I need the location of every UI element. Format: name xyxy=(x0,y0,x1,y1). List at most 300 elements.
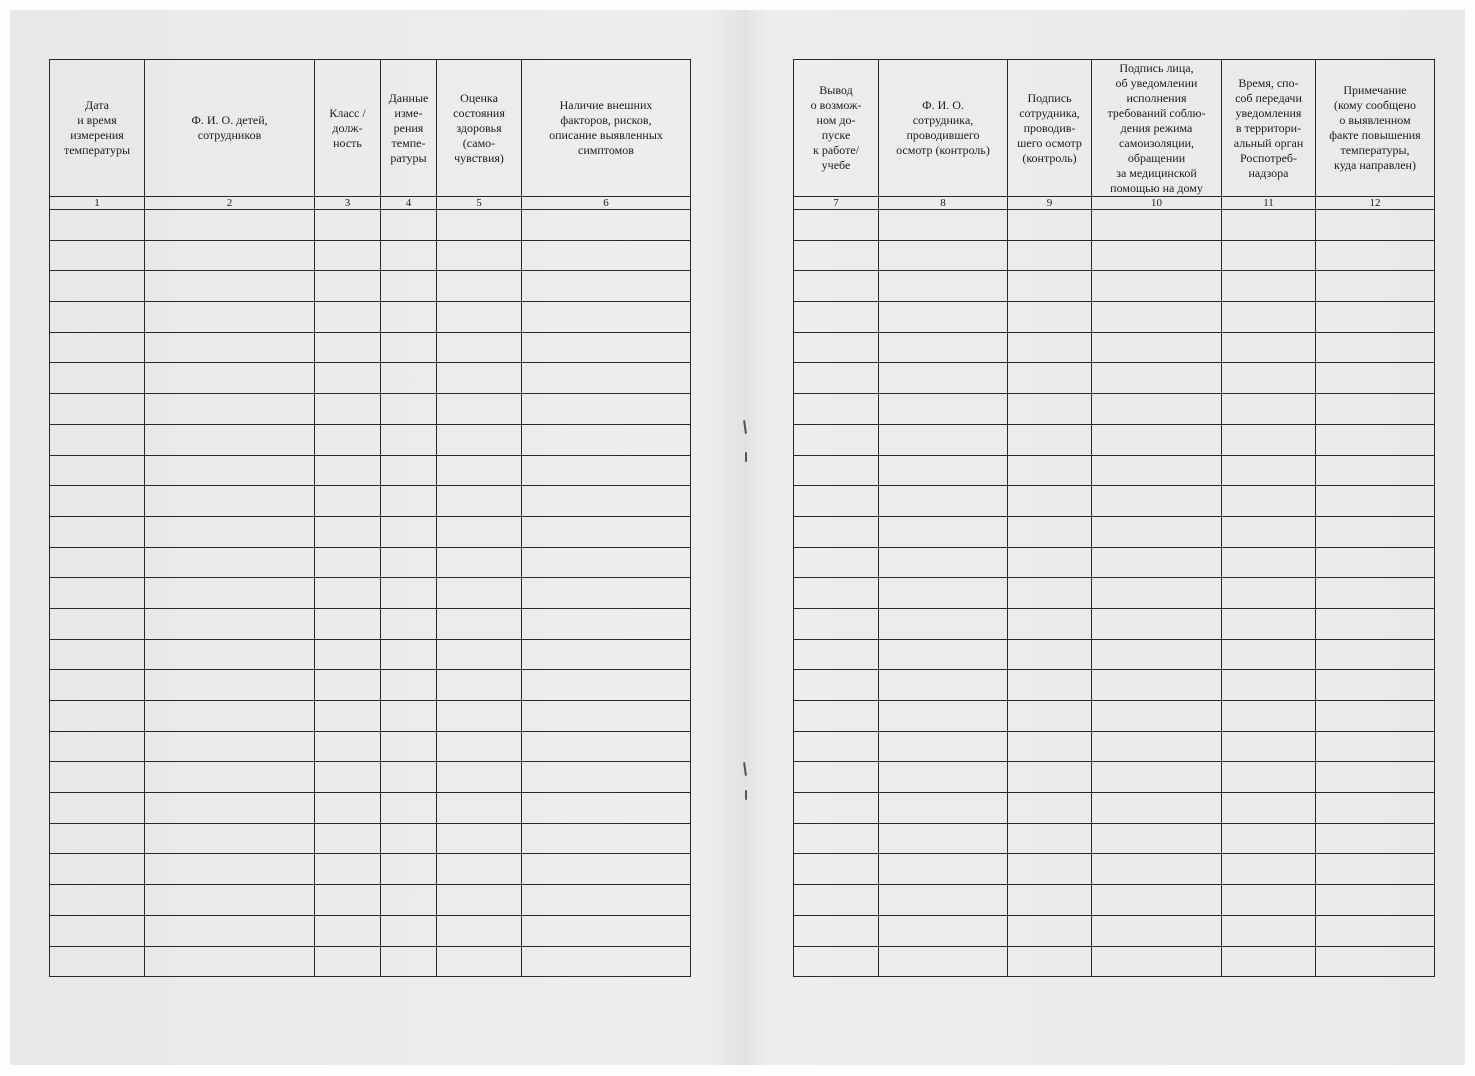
table-cell[interactable] xyxy=(1092,946,1222,977)
table-cell[interactable] xyxy=(1008,608,1092,639)
table-cell[interactable] xyxy=(315,332,381,363)
table-cell[interactable] xyxy=(794,854,879,885)
table-cell[interactable] xyxy=(50,701,145,732)
table-cell[interactable] xyxy=(1008,394,1092,425)
table-cell[interactable] xyxy=(145,455,315,486)
table-cell[interactable] xyxy=(1008,210,1092,241)
table-cell[interactable] xyxy=(522,762,691,793)
table-cell[interactable] xyxy=(50,271,145,302)
table-cell[interactable] xyxy=(315,363,381,394)
table-cell[interactable] xyxy=(1092,547,1222,578)
table-cell[interactable] xyxy=(1222,608,1316,639)
table-cell[interactable] xyxy=(381,271,437,302)
table-cell[interactable] xyxy=(1222,332,1316,363)
table-cell[interactable] xyxy=(315,394,381,425)
table-cell[interactable] xyxy=(1092,455,1222,486)
table-cell[interactable] xyxy=(437,240,522,271)
table-cell[interactable] xyxy=(381,793,437,824)
table-cell[interactable] xyxy=(1092,915,1222,946)
table-cell[interactable] xyxy=(381,332,437,363)
table-cell[interactable] xyxy=(381,240,437,271)
table-cell[interactable] xyxy=(145,823,315,854)
table-cell[interactable] xyxy=(145,332,315,363)
table-cell[interactable] xyxy=(437,363,522,394)
table-cell[interactable] xyxy=(315,486,381,517)
table-cell[interactable] xyxy=(145,915,315,946)
table-cell[interactable] xyxy=(145,394,315,425)
table-cell[interactable] xyxy=(145,670,315,701)
table-cell[interactable] xyxy=(145,793,315,824)
table-cell[interactable] xyxy=(1316,701,1435,732)
table-cell[interactable] xyxy=(879,240,1008,271)
table-cell[interactable] xyxy=(794,240,879,271)
table-cell[interactable] xyxy=(1008,946,1092,977)
table-cell[interactable] xyxy=(1092,271,1222,302)
table-cell[interactable] xyxy=(879,271,1008,302)
table-cell[interactable] xyxy=(522,424,691,455)
table-cell[interactable] xyxy=(794,762,879,793)
table-cell[interactable] xyxy=(522,915,691,946)
table-cell[interactable] xyxy=(1222,394,1316,425)
table-cell[interactable] xyxy=(1222,547,1316,578)
table-cell[interactable] xyxy=(1316,823,1435,854)
table-cell[interactable] xyxy=(879,731,1008,762)
table-cell[interactable] xyxy=(1008,271,1092,302)
table-cell[interactable] xyxy=(1222,516,1316,547)
table-cell[interactable] xyxy=(145,271,315,302)
table-cell[interactable] xyxy=(1092,394,1222,425)
table-cell[interactable] xyxy=(381,455,437,486)
table-cell[interactable] xyxy=(381,302,437,333)
table-cell[interactable] xyxy=(315,516,381,547)
table-cell[interactable] xyxy=(879,363,1008,394)
table-cell[interactable] xyxy=(794,302,879,333)
table-cell[interactable] xyxy=(50,302,145,333)
table-cell[interactable] xyxy=(145,240,315,271)
table-cell[interactable] xyxy=(315,547,381,578)
table-cell[interactable] xyxy=(437,516,522,547)
table-cell[interactable] xyxy=(1222,210,1316,241)
table-cell[interactable] xyxy=(437,547,522,578)
table-cell[interactable] xyxy=(381,885,437,916)
table-cell[interactable] xyxy=(437,731,522,762)
table-cell[interactable] xyxy=(1008,854,1092,885)
table-cell[interactable] xyxy=(1008,915,1092,946)
table-cell[interactable] xyxy=(381,394,437,425)
table-cell[interactable] xyxy=(794,332,879,363)
table-cell[interactable] xyxy=(1092,332,1222,363)
table-cell[interactable] xyxy=(50,547,145,578)
table-cell[interactable] xyxy=(522,547,691,578)
table-cell[interactable] xyxy=(145,486,315,517)
table-cell[interactable] xyxy=(794,946,879,977)
table-cell[interactable] xyxy=(315,639,381,670)
table-cell[interactable] xyxy=(1008,701,1092,732)
table-cell[interactable] xyxy=(1222,486,1316,517)
table-cell[interactable] xyxy=(1092,762,1222,793)
table-cell[interactable] xyxy=(522,516,691,547)
table-cell[interactable] xyxy=(1316,762,1435,793)
table-cell[interactable] xyxy=(1092,363,1222,394)
table-cell[interactable] xyxy=(1008,424,1092,455)
table-cell[interactable] xyxy=(315,793,381,824)
table-cell[interactable] xyxy=(1316,639,1435,670)
table-cell[interactable] xyxy=(1316,854,1435,885)
table-cell[interactable] xyxy=(437,762,522,793)
table-cell[interactable] xyxy=(50,332,145,363)
table-cell[interactable] xyxy=(381,210,437,241)
table-cell[interactable] xyxy=(794,639,879,670)
table-cell[interactable] xyxy=(1316,455,1435,486)
table-cell[interactable] xyxy=(437,793,522,824)
table-cell[interactable] xyxy=(1008,762,1092,793)
table-cell[interactable] xyxy=(879,639,1008,670)
table-cell[interactable] xyxy=(522,639,691,670)
table-cell[interactable] xyxy=(1092,639,1222,670)
table-cell[interactable] xyxy=(522,793,691,824)
table-cell[interactable] xyxy=(381,823,437,854)
table-cell[interactable] xyxy=(794,885,879,916)
table-cell[interactable] xyxy=(1316,271,1435,302)
table-cell[interactable] xyxy=(1222,762,1316,793)
table-cell[interactable] xyxy=(315,302,381,333)
table-cell[interactable] xyxy=(50,639,145,670)
table-cell[interactable] xyxy=(522,701,691,732)
table-cell[interactable] xyxy=(315,608,381,639)
table-cell[interactable] xyxy=(522,302,691,333)
table-cell[interactable] xyxy=(1008,363,1092,394)
table-cell[interactable] xyxy=(1092,578,1222,609)
table-cell[interactable] xyxy=(315,854,381,885)
table-cell[interactable] xyxy=(50,424,145,455)
table-cell[interactable] xyxy=(879,793,1008,824)
table-cell[interactable] xyxy=(315,762,381,793)
table-cell[interactable] xyxy=(437,885,522,916)
table-cell[interactable] xyxy=(522,885,691,916)
table-cell[interactable] xyxy=(1008,302,1092,333)
table-cell[interactable] xyxy=(381,516,437,547)
table-cell[interactable] xyxy=(437,578,522,609)
table-cell[interactable] xyxy=(1092,854,1222,885)
table-cell[interactable] xyxy=(437,424,522,455)
table-cell[interactable] xyxy=(381,670,437,701)
table-cell[interactable] xyxy=(1316,946,1435,977)
table-cell[interactable] xyxy=(1008,670,1092,701)
table-cell[interactable] xyxy=(522,946,691,977)
table-cell[interactable] xyxy=(1316,332,1435,363)
table-cell[interactable] xyxy=(522,394,691,425)
table-cell[interactable] xyxy=(437,823,522,854)
table-cell[interactable] xyxy=(794,731,879,762)
table-cell[interactable] xyxy=(381,915,437,946)
table-cell[interactable] xyxy=(794,486,879,517)
table-cell[interactable] xyxy=(879,670,1008,701)
table-cell[interactable] xyxy=(50,516,145,547)
table-cell[interactable] xyxy=(145,516,315,547)
table-cell[interactable] xyxy=(1222,854,1316,885)
table-cell[interactable] xyxy=(50,762,145,793)
table-cell[interactable] xyxy=(522,210,691,241)
table-cell[interactable] xyxy=(879,854,1008,885)
table-cell[interactable] xyxy=(1316,608,1435,639)
table-cell[interactable] xyxy=(1008,793,1092,824)
table-cell[interactable] xyxy=(1008,240,1092,271)
table-cell[interactable] xyxy=(1008,731,1092,762)
table-cell[interactable] xyxy=(1092,608,1222,639)
table-cell[interactable] xyxy=(1316,885,1435,916)
table-cell[interactable] xyxy=(522,271,691,302)
table-cell[interactable] xyxy=(381,578,437,609)
table-cell[interactable] xyxy=(794,793,879,824)
table-cell[interactable] xyxy=(1316,547,1435,578)
table-cell[interactable] xyxy=(1222,793,1316,824)
table-cell[interactable] xyxy=(1092,793,1222,824)
table-cell[interactable] xyxy=(522,731,691,762)
table-cell[interactable] xyxy=(794,424,879,455)
table-cell[interactable] xyxy=(794,394,879,425)
table-cell[interactable] xyxy=(522,670,691,701)
table-cell[interactable] xyxy=(1222,731,1316,762)
table-cell[interactable] xyxy=(879,547,1008,578)
table-cell[interactable] xyxy=(437,332,522,363)
table-cell[interactable] xyxy=(1008,885,1092,916)
table-cell[interactable] xyxy=(381,701,437,732)
table-cell[interactable] xyxy=(1008,516,1092,547)
table-cell[interactable] xyxy=(145,639,315,670)
table-cell[interactable] xyxy=(145,762,315,793)
table-cell[interactable] xyxy=(794,701,879,732)
table-cell[interactable] xyxy=(50,885,145,916)
table-cell[interactable] xyxy=(50,823,145,854)
table-cell[interactable] xyxy=(50,793,145,824)
table-cell[interactable] xyxy=(50,486,145,517)
table-cell[interactable] xyxy=(1316,302,1435,333)
table-cell[interactable] xyxy=(1092,516,1222,547)
table-cell[interactable] xyxy=(522,363,691,394)
table-cell[interactable] xyxy=(50,731,145,762)
table-cell[interactable] xyxy=(1222,946,1316,977)
table-cell[interactable] xyxy=(522,455,691,486)
table-cell[interactable] xyxy=(1222,271,1316,302)
table-cell[interactable] xyxy=(1092,210,1222,241)
table-cell[interactable] xyxy=(50,670,145,701)
table-cell[interactable] xyxy=(1008,823,1092,854)
table-cell[interactable] xyxy=(794,578,879,609)
table-cell[interactable] xyxy=(879,885,1008,916)
table-cell[interactable] xyxy=(381,762,437,793)
table-cell[interactable] xyxy=(522,240,691,271)
table-cell[interactable] xyxy=(522,608,691,639)
table-cell[interactable] xyxy=(50,363,145,394)
table-cell[interactable] xyxy=(794,363,879,394)
table-cell[interactable] xyxy=(1222,455,1316,486)
table-cell[interactable] xyxy=(145,547,315,578)
table-cell[interactable] xyxy=(879,210,1008,241)
table-cell[interactable] xyxy=(145,731,315,762)
table-cell[interactable] xyxy=(437,455,522,486)
table-cell[interactable] xyxy=(315,823,381,854)
table-cell[interactable] xyxy=(437,915,522,946)
table-cell[interactable] xyxy=(381,547,437,578)
table-cell[interactable] xyxy=(1316,793,1435,824)
table-cell[interactable] xyxy=(145,701,315,732)
table-cell[interactable] xyxy=(381,731,437,762)
table-cell[interactable] xyxy=(1008,547,1092,578)
table-cell[interactable] xyxy=(437,854,522,885)
table-cell[interactable] xyxy=(879,946,1008,977)
table-cell[interactable] xyxy=(50,240,145,271)
table-cell[interactable] xyxy=(437,639,522,670)
table-cell[interactable] xyxy=(879,823,1008,854)
table-cell[interactable] xyxy=(1316,394,1435,425)
table-cell[interactable] xyxy=(879,302,1008,333)
table-cell[interactable] xyxy=(794,670,879,701)
table-cell[interactable] xyxy=(381,854,437,885)
table-cell[interactable] xyxy=(794,547,879,578)
table-cell[interactable] xyxy=(522,486,691,517)
table-cell[interactable] xyxy=(437,302,522,333)
table-cell[interactable] xyxy=(879,701,1008,732)
table-cell[interactable] xyxy=(315,731,381,762)
table-cell[interactable] xyxy=(1316,210,1435,241)
table-cell[interactable] xyxy=(1092,424,1222,455)
table-cell[interactable] xyxy=(145,608,315,639)
table-cell[interactable] xyxy=(145,210,315,241)
table-cell[interactable] xyxy=(1316,670,1435,701)
table-cell[interactable] xyxy=(1316,578,1435,609)
table-cell[interactable] xyxy=(1316,424,1435,455)
table-cell[interactable] xyxy=(794,915,879,946)
table-cell[interactable] xyxy=(437,271,522,302)
table-cell[interactable] xyxy=(794,516,879,547)
table-cell[interactable] xyxy=(381,608,437,639)
table-cell[interactable] xyxy=(794,210,879,241)
table-cell[interactable] xyxy=(1222,670,1316,701)
table-cell[interactable] xyxy=(437,608,522,639)
table-cell[interactable] xyxy=(315,946,381,977)
table-cell[interactable] xyxy=(1222,639,1316,670)
table-cell[interactable] xyxy=(1316,516,1435,547)
table-cell[interactable] xyxy=(381,946,437,977)
table-cell[interactable] xyxy=(315,701,381,732)
table-cell[interactable] xyxy=(437,486,522,517)
table-cell[interactable] xyxy=(1092,885,1222,916)
table-cell[interactable] xyxy=(145,363,315,394)
table-cell[interactable] xyxy=(50,915,145,946)
table-cell[interactable] xyxy=(315,240,381,271)
table-cell[interactable] xyxy=(315,424,381,455)
table-cell[interactable] xyxy=(879,455,1008,486)
table-cell[interactable] xyxy=(1222,240,1316,271)
table-cell[interactable] xyxy=(381,424,437,455)
table-cell[interactable] xyxy=(437,394,522,425)
table-cell[interactable] xyxy=(522,823,691,854)
table-cell[interactable] xyxy=(1222,578,1316,609)
table-cell[interactable] xyxy=(1092,240,1222,271)
table-cell[interactable] xyxy=(794,455,879,486)
table-cell[interactable] xyxy=(437,701,522,732)
table-cell[interactable] xyxy=(315,578,381,609)
table-cell[interactable] xyxy=(315,670,381,701)
table-cell[interactable] xyxy=(50,946,145,977)
table-cell[interactable] xyxy=(315,885,381,916)
table-cell[interactable] xyxy=(437,670,522,701)
table-cell[interactable] xyxy=(879,394,1008,425)
table-cell[interactable] xyxy=(1316,240,1435,271)
table-cell[interactable] xyxy=(50,578,145,609)
table-cell[interactable] xyxy=(381,363,437,394)
table-cell[interactable] xyxy=(1008,486,1092,517)
table-cell[interactable] xyxy=(1092,670,1222,701)
table-cell[interactable] xyxy=(50,608,145,639)
table-cell[interactable] xyxy=(145,302,315,333)
table-cell[interactable] xyxy=(879,516,1008,547)
table-cell[interactable] xyxy=(1008,455,1092,486)
table-cell[interactable] xyxy=(1092,302,1222,333)
table-cell[interactable] xyxy=(522,332,691,363)
table-cell[interactable] xyxy=(794,271,879,302)
table-cell[interactable] xyxy=(794,608,879,639)
table-cell[interactable] xyxy=(1092,823,1222,854)
table-cell[interactable] xyxy=(879,915,1008,946)
table-cell[interactable] xyxy=(145,854,315,885)
table-cell[interactable] xyxy=(50,394,145,425)
table-cell[interactable] xyxy=(145,578,315,609)
table-cell[interactable] xyxy=(1222,363,1316,394)
table-cell[interactable] xyxy=(1222,424,1316,455)
table-cell[interactable] xyxy=(1222,885,1316,916)
table-cell[interactable] xyxy=(1222,823,1316,854)
table-cell[interactable] xyxy=(437,946,522,977)
table-cell[interactable] xyxy=(381,486,437,517)
table-cell[interactable] xyxy=(1316,486,1435,517)
table-cell[interactable] xyxy=(794,823,879,854)
table-cell[interactable] xyxy=(879,332,1008,363)
table-cell[interactable] xyxy=(1092,486,1222,517)
table-cell[interactable] xyxy=(1222,915,1316,946)
table-cell[interactable] xyxy=(1316,363,1435,394)
table-cell[interactable] xyxy=(145,424,315,455)
table-cell[interactable] xyxy=(1316,915,1435,946)
table-cell[interactable] xyxy=(1008,639,1092,670)
table-cell[interactable] xyxy=(1092,731,1222,762)
table-cell[interactable] xyxy=(1008,578,1092,609)
table-cell[interactable] xyxy=(1316,731,1435,762)
table-cell[interactable] xyxy=(381,639,437,670)
table-cell[interactable] xyxy=(145,885,315,916)
table-cell[interactable] xyxy=(879,608,1008,639)
table-cell[interactable] xyxy=(315,271,381,302)
table-cell[interactable] xyxy=(879,762,1008,793)
table-cell[interactable] xyxy=(1222,302,1316,333)
table-cell[interactable] xyxy=(522,578,691,609)
table-cell[interactable] xyxy=(50,455,145,486)
table-cell[interactable] xyxy=(315,455,381,486)
table-cell[interactable] xyxy=(1222,701,1316,732)
table-cell[interactable] xyxy=(437,210,522,241)
table-cell[interactable] xyxy=(1008,332,1092,363)
table-cell[interactable] xyxy=(522,854,691,885)
table-cell[interactable] xyxy=(1092,701,1222,732)
table-cell[interactable] xyxy=(50,210,145,241)
table-cell[interactable] xyxy=(315,915,381,946)
table-cell[interactable] xyxy=(315,210,381,241)
table-cell[interactable] xyxy=(879,486,1008,517)
table-cell[interactable] xyxy=(879,424,1008,455)
table-cell[interactable] xyxy=(879,578,1008,609)
table-cell[interactable] xyxy=(50,854,145,885)
table-cell[interactable] xyxy=(145,946,315,977)
